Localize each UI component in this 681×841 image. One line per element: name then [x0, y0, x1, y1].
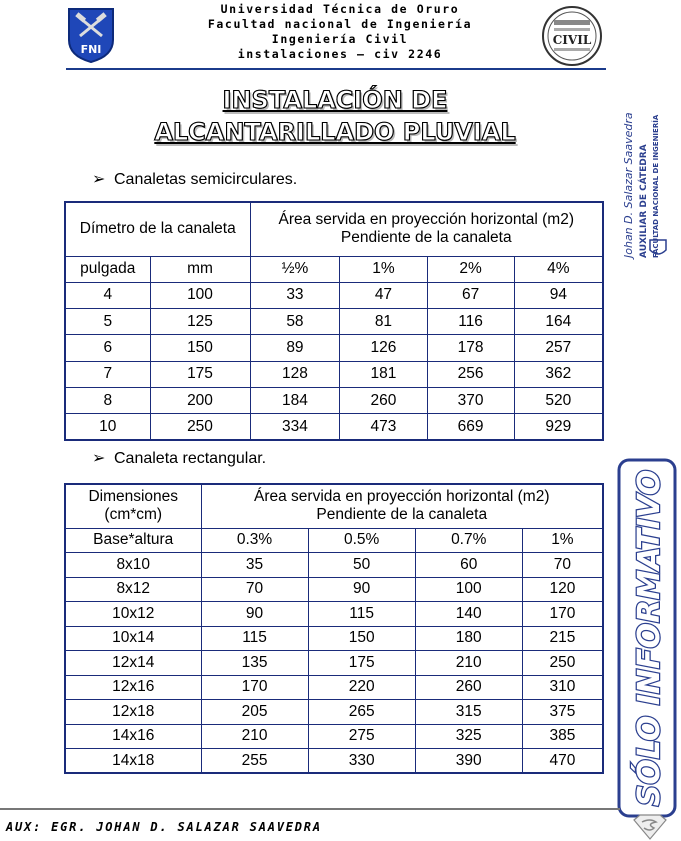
table-row: [65, 651, 603, 676]
table-cell: 10x14: [65, 626, 201, 651]
table-cell: 385: [522, 724, 603, 749]
table-row: [65, 335, 603, 361]
table-cell: 334: [250, 414, 340, 440]
header-institution: [150, 2, 530, 62]
table-cell: 470: [522, 749, 603, 774]
header-area: Área servida en proyección horizontal (m2) Pendiente de la canaleta: [250, 202, 603, 256]
superman-shield-icon: [632, 814, 668, 840]
table-cell: 35: [201, 553, 308, 578]
subheader-cell: pulgada: [65, 256, 150, 282]
subheader-cell: 1%: [522, 528, 603, 553]
arrow-bullet-icon: ➢: [92, 450, 106, 467]
table-cell: 12x14: [65, 651, 201, 676]
table-cell: 180: [415, 626, 522, 651]
table-cell: 256: [427, 361, 514, 387]
table-cell: 60: [415, 553, 522, 578]
table-subheader-row: [65, 528, 603, 553]
table-cell: 8x10: [65, 553, 201, 578]
course-name: instalaciones – civ 2246: [237, 47, 443, 61]
table-cell: 81: [340, 309, 427, 335]
subheader-cell: 4%: [514, 256, 603, 282]
table-cell: 12x16: [65, 675, 201, 700]
table-cell: 275: [308, 724, 415, 749]
table-cell: 175: [150, 361, 250, 387]
table-row: [65, 553, 603, 578]
table-cell: 178: [427, 335, 514, 361]
table-cell: 257: [514, 335, 603, 361]
solo-informativo-label: [617, 458, 677, 818]
table-cell: 6: [65, 335, 150, 361]
subheader-cell: ½%: [250, 256, 340, 282]
header-dimensions: Dimensiones (cm*cm): [65, 484, 201, 528]
table-cell: 7: [65, 361, 150, 387]
table-cell: 116: [427, 309, 514, 335]
table-cell: 100: [150, 282, 250, 308]
table-cell: 325: [415, 724, 522, 749]
table-cell: 90: [308, 577, 415, 602]
stamp-faculty: FACULTAD NACIONAL DE INGENIERÍA: [652, 114, 660, 258]
table-cell: 164: [514, 309, 603, 335]
subheader-cell: 2%: [427, 256, 514, 282]
table-cell: 10: [65, 414, 150, 440]
table-row: [65, 361, 603, 387]
table-cell: 370: [427, 387, 514, 413]
table-cell: 362: [514, 361, 603, 387]
career-name: Ingeniería Civil: [271, 32, 409, 46]
table-cell: 310: [522, 675, 603, 700]
table-cell: 135: [201, 651, 308, 676]
table-cell: 184: [250, 387, 340, 413]
header-area: Área servida en proyección horizontal (m2) Pendiente de la canaleta: [201, 484, 603, 528]
table-row: [65, 724, 603, 749]
table-cell: 94: [514, 282, 603, 308]
table-cell: 4: [65, 282, 150, 308]
table-cell: 115: [201, 626, 308, 651]
table-row: [65, 675, 603, 700]
bullet-rectangular: ➢ Canaleta rectangular.: [92, 450, 267, 467]
table-cell: 265: [308, 700, 415, 725]
table-row: [65, 749, 603, 774]
table-cell: 175: [308, 651, 415, 676]
table-cell: 520: [514, 387, 603, 413]
table-cell: 205: [201, 700, 308, 725]
table-cell: 330: [308, 749, 415, 774]
table-cell: 181: [340, 361, 427, 387]
table-cell: 50: [308, 553, 415, 578]
table-header-row: [65, 202, 603, 256]
fni-shield-logo: [66, 6, 116, 64]
subheader-cell: 0.5%: [308, 528, 415, 553]
table-cell: 126: [340, 335, 427, 361]
table-row: [65, 626, 603, 651]
table-cell: 260: [340, 387, 427, 413]
table-cell: 669: [427, 414, 514, 440]
table-cell: 140: [415, 602, 522, 627]
page-title: [110, 84, 560, 148]
table-cell: 210: [201, 724, 308, 749]
table-cell: 58: [250, 309, 340, 335]
page-header: [0, 0, 681, 72]
table-cell: 929: [514, 414, 603, 440]
faculty-name: Facultad nacional de Ingeniería: [207, 17, 473, 31]
stamp-role: AUXILIAR DE CÁTEDRA: [639, 144, 649, 258]
table-cell: 47: [340, 282, 427, 308]
bullet-semicircular: ➢ Canaletas semicirculares.: [92, 171, 298, 188]
subheader-cell: 0.3%: [201, 528, 308, 553]
subheader-cell: Base*altura: [65, 528, 201, 553]
stamp-name: Johan D. Salazar Saavedra: [622, 112, 635, 258]
table-cell: 315: [415, 700, 522, 725]
table-subheader-row: [65, 256, 603, 282]
table-cell: 10x12: [65, 602, 201, 627]
table-row: [65, 414, 603, 440]
table-header-row: [65, 484, 603, 528]
table-cell: 100: [415, 577, 522, 602]
subheader-cell: 1%: [340, 256, 427, 282]
table-cell: 125: [150, 309, 250, 335]
table-cell: 390: [415, 749, 522, 774]
table-cell: 67: [427, 282, 514, 308]
table-cell: 8: [65, 387, 150, 413]
svg-text:SÓLO INFORMATIVO: SÓLO INFORMATIVO: [632, 469, 667, 807]
table-cell: 115: [308, 602, 415, 627]
table-cell: 473: [340, 414, 427, 440]
table-cell: 70: [522, 553, 603, 578]
table-cell: 375: [522, 700, 603, 725]
civil-seal-logo: [540, 4, 604, 68]
svg-text:CIVIL: CIVIL: [552, 33, 592, 47]
auxiliar-stamp: [618, 100, 674, 260]
subheader-cell: mm: [150, 256, 250, 282]
table-cell: 250: [522, 651, 603, 676]
table-cell: 90: [201, 602, 308, 627]
table-cell: 250: [150, 414, 250, 440]
table-cell: 255: [201, 749, 308, 774]
table-cell: 12x18: [65, 700, 201, 725]
table-semicircular: [64, 201, 604, 441]
header-divider: [66, 68, 606, 70]
table-row: [65, 387, 603, 413]
table-cell: 14x18: [65, 749, 201, 774]
svg-text:FNI: FNI: [80, 43, 102, 56]
table-row: [65, 577, 603, 602]
footer-author: AUX: EGR. JOHAN D. SALAZAR SAAVEDRA: [6, 820, 322, 834]
table-cell: 200: [150, 387, 250, 413]
table-cell: 14x16: [65, 724, 201, 749]
table-row: [65, 309, 603, 335]
table-cell: 150: [150, 335, 250, 361]
table-cell: 33: [250, 282, 340, 308]
table-cell: 215: [522, 626, 603, 651]
table-rectangular: [64, 483, 604, 774]
table-cell: 170: [522, 602, 603, 627]
table-cell: 220: [308, 675, 415, 700]
table-cell: 150: [308, 626, 415, 651]
subheader-cell: 0.7%: [415, 528, 522, 553]
footer-divider: [0, 808, 620, 810]
header-diameter: Dímetro de la canaleta: [65, 202, 250, 256]
university-name: Universidad Técnica de Oruro: [220, 2, 460, 16]
table-row: [65, 602, 603, 627]
title-line-1: INSTALACIÓN DE: [222, 86, 448, 114]
arrow-bullet-icon: ➢: [92, 171, 106, 188]
table-cell: 170: [201, 675, 308, 700]
table-cell: 260: [415, 675, 522, 700]
table-row: [65, 700, 603, 725]
table-cell: 8x12: [65, 577, 201, 602]
table-cell: 70: [201, 577, 308, 602]
table-cell: 120: [522, 577, 603, 602]
table-cell: 210: [415, 651, 522, 676]
table-cell: 89: [250, 335, 340, 361]
title-line-2: ALCANTARILLADO PLUVIAL: [154, 118, 516, 146]
table-row: [65, 282, 603, 308]
table-cell: 5: [65, 309, 150, 335]
table-cell: 128: [250, 361, 340, 387]
